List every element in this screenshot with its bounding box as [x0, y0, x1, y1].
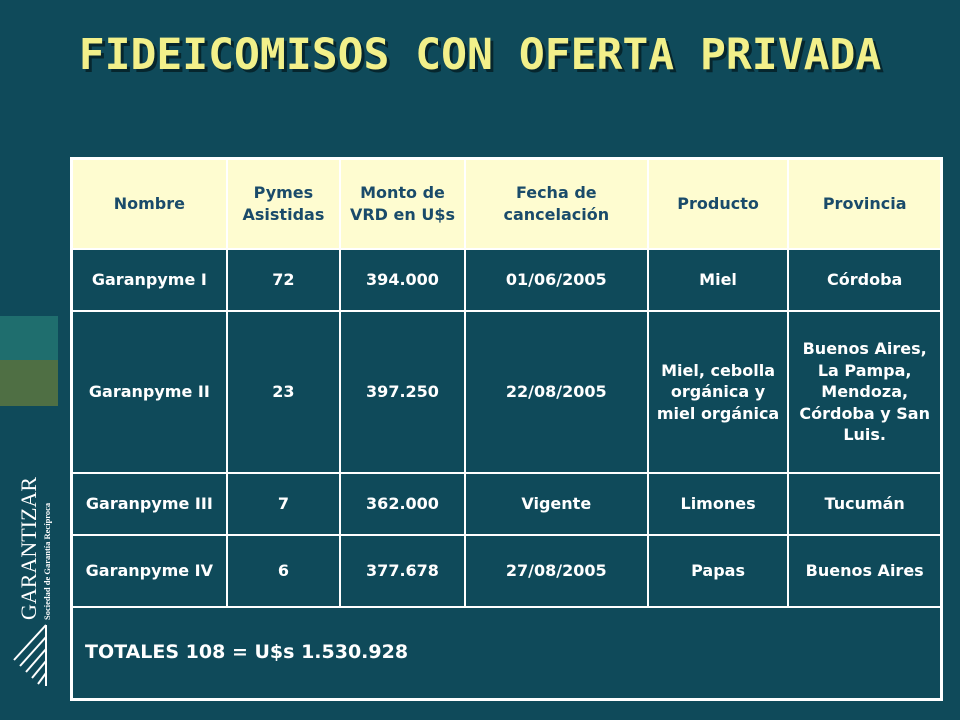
cell-producto: Limones [648, 473, 789, 535]
cell-fecha: 22/08/2005 [465, 311, 648, 473]
header-fecha: Fecha de cancelación [465, 159, 648, 250]
cell-fecha: Vigente [465, 473, 648, 535]
cell-fecha: 27/08/2005 [465, 535, 648, 607]
header-producto: Producto [648, 159, 789, 250]
cell-monto: 377.678 [340, 535, 465, 607]
cell-provincia: Tucumán [788, 473, 941, 535]
cell-nombre: Garanpyme IV [72, 535, 227, 607]
totals-row [72, 607, 942, 700]
header-pymes [227, 159, 340, 250]
decorative-square-olive [0, 360, 58, 406]
cell-nombre: Garanpyme III [72, 473, 227, 535]
cell-monto: 397.250 [340, 311, 465, 473]
header-pymes-line1: Pymes [253, 183, 314, 203]
page-title: FIDEICOMISOS CON OFERTA PRIVADA [78, 30, 882, 80]
table-row [72, 311, 942, 473]
cell-producto: Miel [648, 249, 789, 311]
logo-name: GARANTIZAR [16, 477, 41, 620]
cell-producto: Papas [648, 535, 789, 607]
cell-pymes: 7 [227, 473, 340, 535]
cell-monto: 394.000 [340, 249, 465, 311]
cell-nombre: Garanpyme II [72, 311, 227, 473]
cell-pymes: 23 [227, 311, 340, 473]
garantizar-logo [8, 460, 68, 690]
header-provincia: Provincia [788, 159, 941, 250]
table-row [72, 249, 942, 311]
cell-provincia: Buenos Aires, La Pampa, Mendoza, Córdoba y San Luis. [788, 311, 941, 473]
cell-pymes: 6 [227, 535, 340, 607]
table-header-row [72, 159, 942, 250]
cell-pymes: 72 [227, 249, 340, 311]
cell-nombre: Garanpyme I [72, 249, 227, 311]
totals-text: TOTALES 108 = U$s 1.530.928 [72, 607, 942, 700]
table-row [72, 473, 942, 535]
cell-fecha: 01/06/2005 [465, 249, 648, 311]
cell-provincia: Buenos Aires [788, 535, 941, 607]
header-monto: Monto de VRD en U$s [340, 159, 465, 250]
cell-producto: Miel, cebolla orgánica y miel orgánica [648, 311, 789, 473]
logo-tagline: Sociedad de Garantía Recíproca [42, 502, 52, 620]
header-pymes-line2: Asistidas [242, 205, 325, 224]
cell-monto: 362.000 [340, 473, 465, 535]
logo-mark-icon [12, 625, 46, 690]
decorative-square-teal [0, 316, 58, 360]
fideicomisos-table [70, 157, 943, 701]
cell-provincia: Córdoba [788, 249, 941, 311]
header-nombre: Nombre [72, 159, 227, 250]
table-row [72, 535, 942, 607]
